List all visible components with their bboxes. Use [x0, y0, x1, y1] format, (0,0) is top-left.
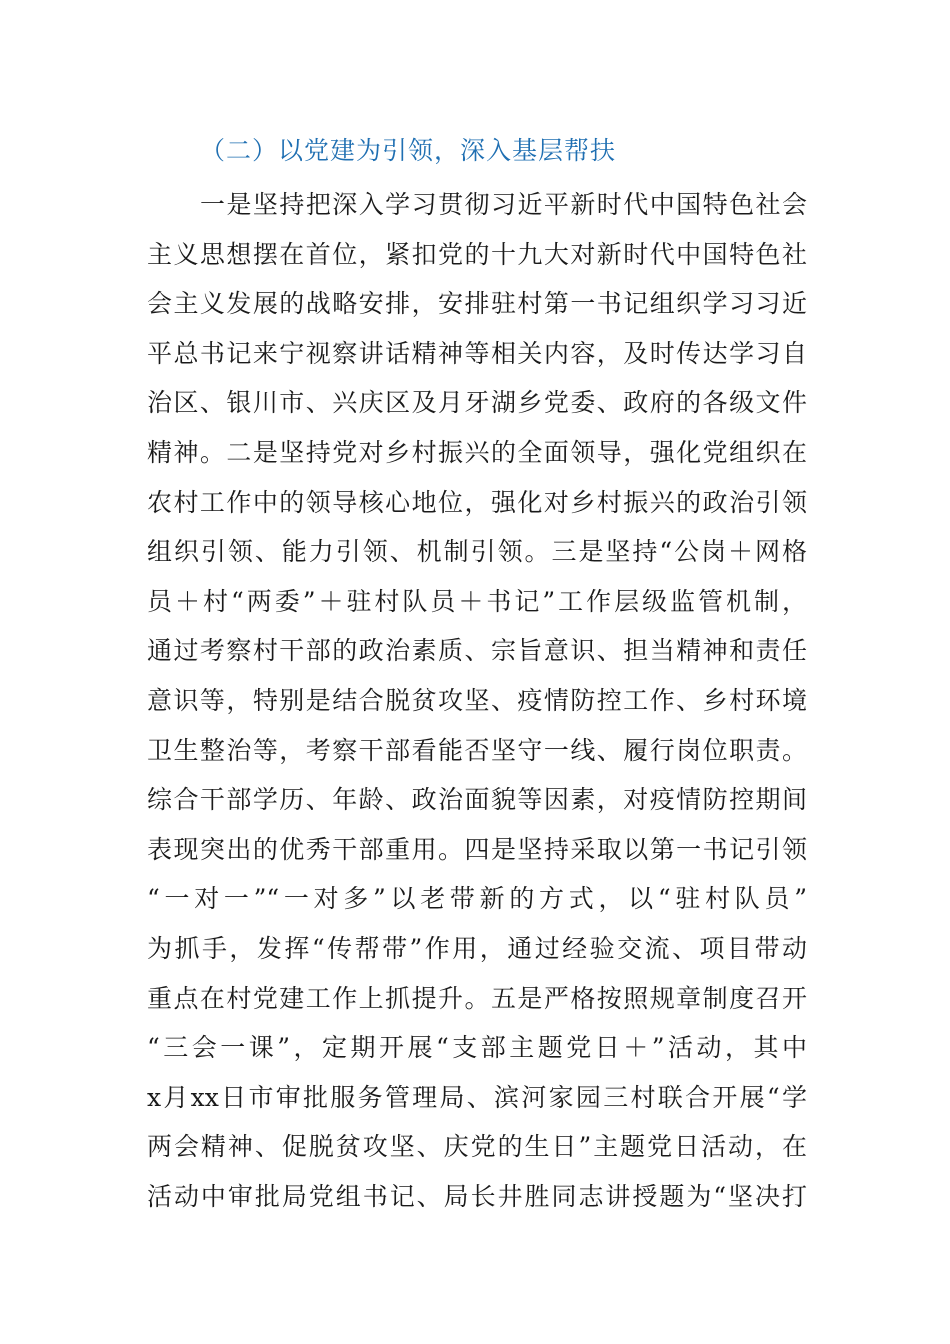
- text-line: 意识等，特别是结合脱贫攻坚、疫情防控工作、乡村环境: [147, 685, 807, 715]
- text-line: 平总书记来宁视察讲话精神等相关内容，及时传达学习自: [147, 338, 807, 368]
- text-line: 精神。二是坚持党对乡村振兴的全面领导，强化党组织在: [147, 437, 807, 467]
- text-line: 活动中审批局党组书记、局长井胜同志讲授题为“坚决打: [147, 1181, 807, 1211]
- section-heading: （二）以党建为引领，深入基层帮扶: [200, 136, 617, 165]
- text-line: 表现突出的优秀干部重用。四是坚持采取以第一书记引领: [147, 834, 807, 864]
- text-line: 卫生整治等，考察干部看能否坚守一线、履行岗位职责。: [147, 735, 807, 765]
- text-line: 通过考察村干部的政治素质、宗旨意识、担当精神和责任: [147, 636, 807, 666]
- text-line: 农村工作中的领导核心地位，强化对乡村振兴的政治引领: [147, 487, 807, 517]
- text-line: 两会精神、促脱贫攻坚、庆党的生日”主题党日活动，在: [147, 1132, 807, 1162]
- text-line: x月xx日市审批服务管理局、滨河家园三村联合开展“学: [147, 1082, 807, 1112]
- text-line: 治区、银川市、兴庆区及月牙湖乡党委、政府的各级文件: [147, 388, 807, 418]
- text-line: 重点在村党建工作上抓提升。五是严格按照规章制度召开: [147, 983, 807, 1013]
- text-line: 组织引领、能力引领、机制引领。三是坚持“公岗＋网格: [147, 537, 807, 567]
- body-paragraph: [147, 180, 807, 1221]
- text-line: “三会一课”，定期开展“支部主题党日＋”活动，其中: [147, 1033, 807, 1063]
- text-line: 为抓手，发挥“传帮带”作用，通过经验交流、项目带动: [147, 933, 807, 963]
- text-line: 员＋村“两委”＋驻村队员＋书记”工作层级监管机制，: [147, 586, 807, 616]
- text-line: 一是坚持把深入学习贯彻习近平新时代中国特色社会: [200, 190, 807, 219]
- text-line: 主义思想摆在首位，紧扣党的十九大对新时代中国特色社: [147, 239, 807, 269]
- text-line: 综合干部学历、年龄、政治面貌等因素，对疫情防控期间: [147, 785, 807, 815]
- text-line: 会主义发展的战略安排，安排驻村第一书记组织学习习近: [147, 289, 807, 319]
- text-line: “一对一”“一对多”以老带新的方式，以“驻村队员”: [147, 884, 807, 914]
